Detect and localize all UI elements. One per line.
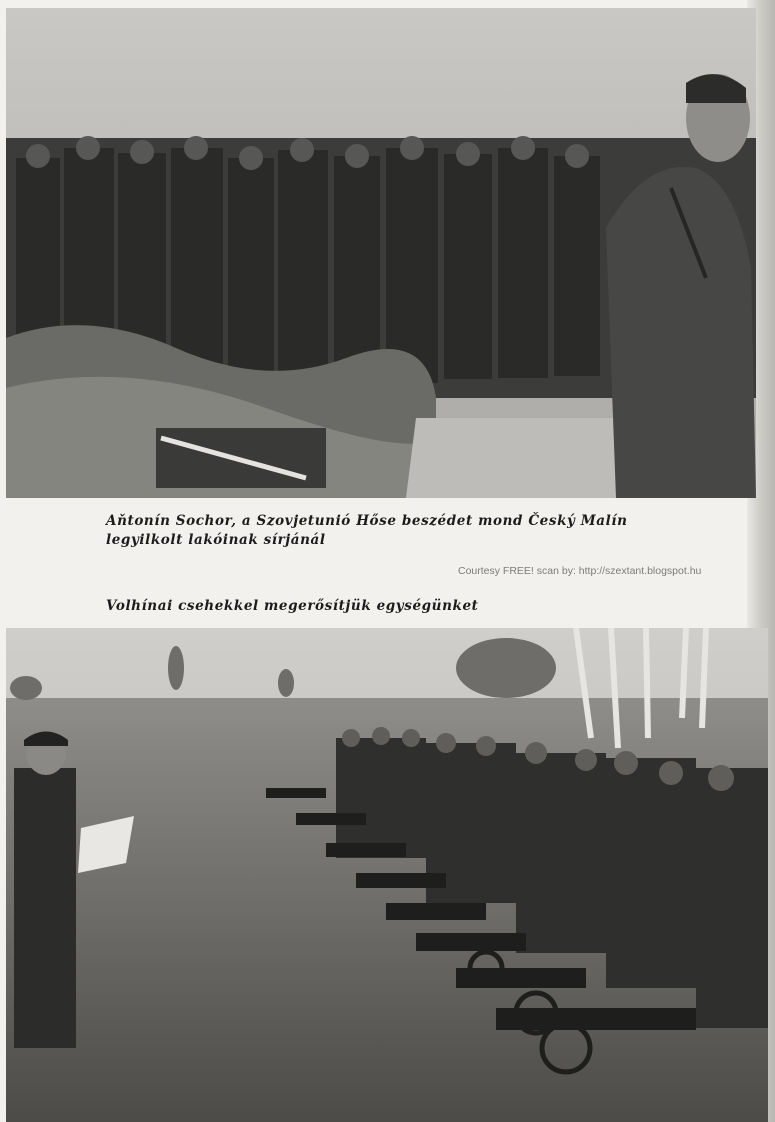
caption-top: Aňtonín Sochor, a Szovjetunió Hőse beszédet mond Český Malín legyilkolt lakóinak sírjánál	[106, 513, 628, 548]
photo-funeral-speech	[6, 8, 756, 498]
scan-credit: Courtesy FREE! scan by: http://szextant.blogspot.hu	[458, 565, 702, 577]
caption-bottom: Volhínai csehekkel megerősítjük egységünket	[106, 598, 479, 614]
photo-troop-formation	[6, 628, 768, 1122]
